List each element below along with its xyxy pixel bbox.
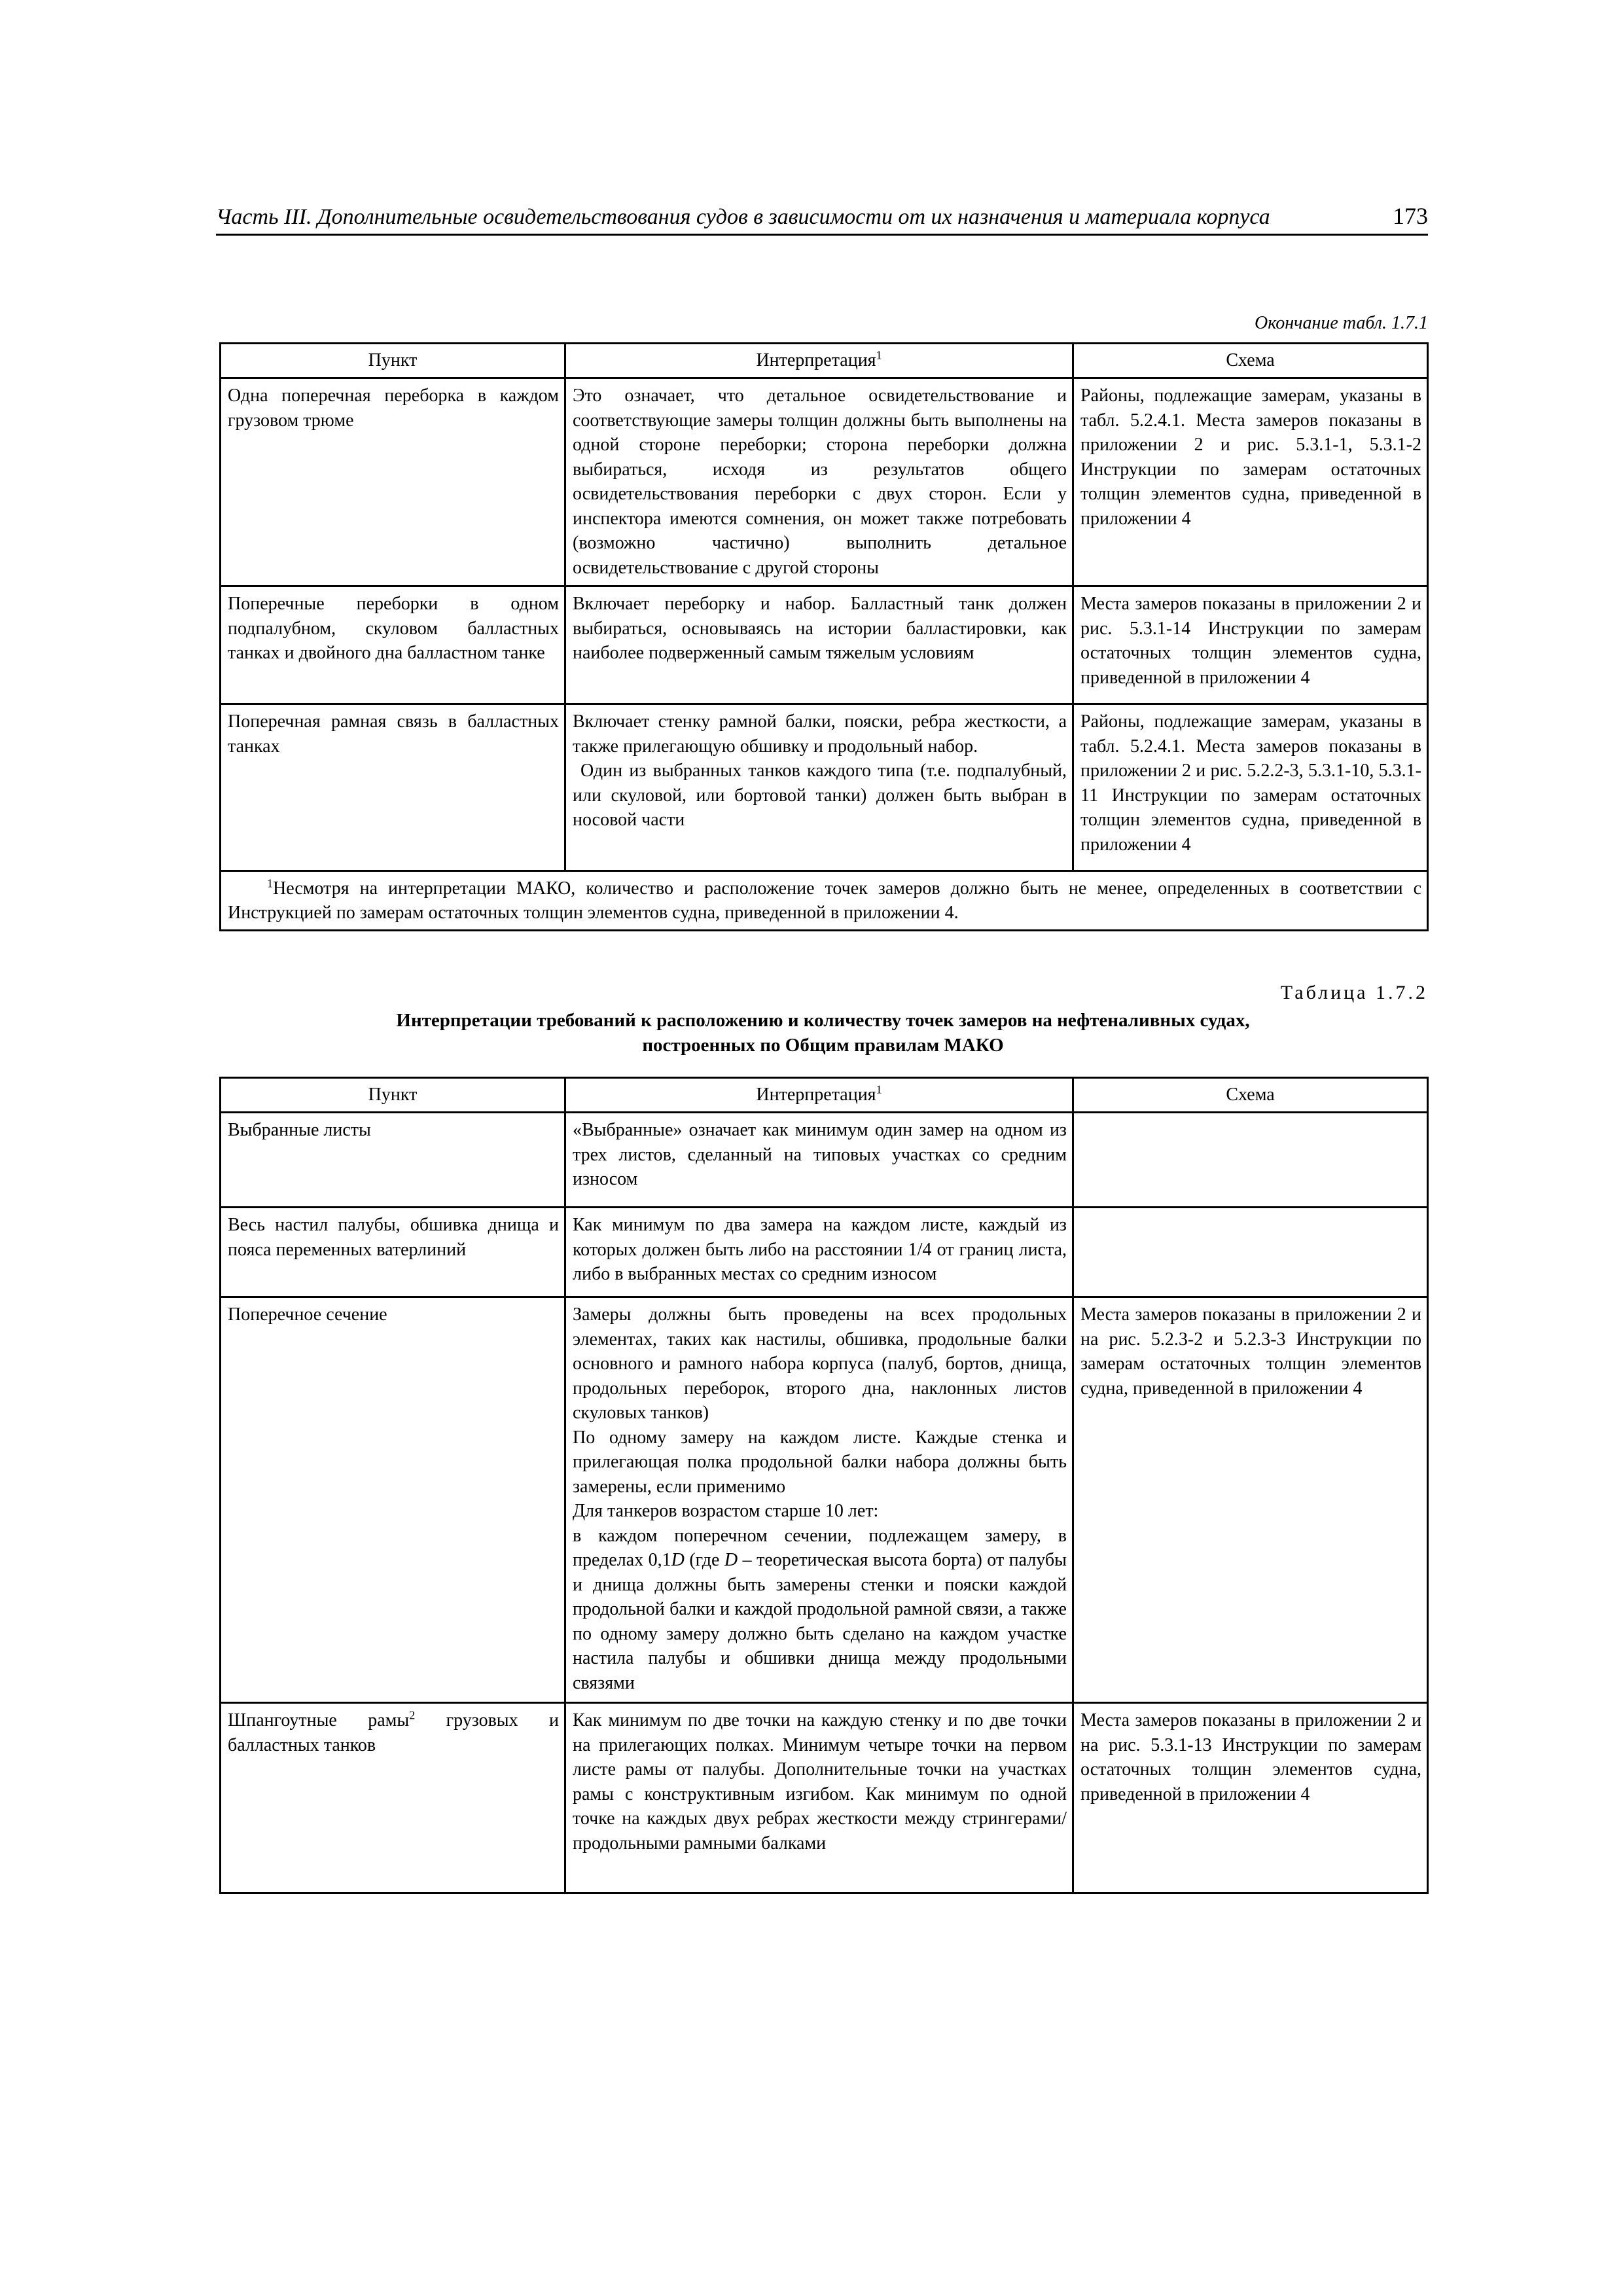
cell-interpretation: «Выбранные» означает как минимум один замер на одном из трех листов, сделанный на типовых участках со средним износом bbox=[565, 1113, 1073, 1208]
cell-interpretation bbox=[565, 704, 1073, 871]
table-row bbox=[221, 586, 1428, 704]
interpretation-paragraph: Замеры должны быть проведены на всех продольных элементах, таких как настилы, обшивка, продольные балки основного и рамного набора корпуса (палуб, бортов, днища, продольных переборок, второго дна, наклонных листов скуловых танков) bbox=[573, 1304, 1067, 1423]
footnote-mark: 2 bbox=[409, 1708, 416, 1722]
interpretation-paragraph: Включает стенку рамной балки, пояски, ребра жесткости, а также прилегающую обшивку и продольный набор. bbox=[573, 711, 1067, 757]
page-header bbox=[216, 200, 1428, 236]
cell-interpretation: Это означает, что детальное освидетельствование и соответствующие замеры толщин должны быть выполнены на одной стороне переборки; сторона переборки должна выбираться, исходя из результатов общего освидетельствования переборки с двух сторон. Если у инспектора имеются сомнения, он может также потребовать (возможно частично) выполнить детальное освидетельствование с другой стороны bbox=[565, 378, 1073, 586]
page-number: 173 bbox=[1393, 203, 1428, 229]
table-footnote-row bbox=[221, 871, 1428, 931]
cell-schema: Места замеров показаны в приложении 2 и на рис. 5.3.1-13 Инструкции по замерам остаточных толщин элементов судна, приведенной в приложении 4 bbox=[1073, 1703, 1428, 1893]
cell-schema: Районы, подлежащие замерам, указаны в табл. 5.2.4.1. Места замеров показаны в приложении 2 и рис. 5.3.1-1, 5.3.1-2 Инструкции по замерам остаточных толщин элементов судна, приведенной в приложении 4 bbox=[1073, 378, 1428, 586]
cell-schema: Места замеров показаны в приложении 2 и рис. 5.3.1-14 Инструкции по замерам остаточных толщин элементов судна, приведенной в приложении 4 bbox=[1073, 586, 1428, 704]
column-header-schema: Схема bbox=[1073, 1078, 1428, 1113]
table-row bbox=[221, 378, 1428, 586]
footnote-mark: 1 bbox=[267, 876, 273, 890]
header-title: Часть III. Дополнительные освидетельствования судов в зависимости от их назначения и материала корпуса bbox=[216, 205, 1270, 229]
cell-schema: Районы, подлежащие замерам, указаны в табл. 5.2.4.1. Места замеров показаны в приложении 2 и рис. 5.2.2-3, 5.3.1-10, 5.3.1-11 Инструкции по замерам остаточных толщин элементов судна, приведенной в приложении 4 bbox=[1073, 704, 1428, 871]
cell-punkt: Поперечные переборки в одном подпалубном, скуловом балластных танках и двойного дна балластном танке bbox=[221, 586, 565, 704]
table-footnote bbox=[221, 871, 1428, 931]
interpretation-paragraph: Один из выбранных танков каждого типа (т.е. подпалубный, или скуловой, или бортовой танки) должен быть выбран в носовой части bbox=[573, 761, 1067, 830]
cell-interpretation: Как минимум по два замера на каждом листе, каждый из которых должен быть либо на расстоянии 1/4 от границ листа, либо в выбранных местах со средним износом bbox=[565, 1208, 1073, 1297]
cell-schema bbox=[1073, 1113, 1428, 1208]
column-header-interpretation: Интерпретация$^1$ bbox=[565, 1078, 1073, 1113]
table-header-row bbox=[221, 1078, 1428, 1113]
column-header-punkt: Пункт bbox=[221, 344, 565, 378]
cell-schema: Места замеров показаны в приложении 2 и на рис. 5.2.3-2 и 5.2.3-3 Инструкции по замерам остаточных толщин элементов судна, приведенной в приложении 4 bbox=[1073, 1297, 1428, 1703]
column-header-punkt: Пункт bbox=[221, 1078, 565, 1113]
footnote-mark: 1 bbox=[876, 348, 882, 362]
footnote-mark: 1 bbox=[876, 1083, 882, 1096]
table-header-row bbox=[221, 344, 1428, 378]
cell-punkt: Шпангоутные рамы$^2$ грузовых и балластных танков bbox=[221, 1703, 565, 1893]
table-row bbox=[221, 1113, 1428, 1208]
table-row bbox=[221, 1297, 1428, 1703]
cell-punkt: Поперечное сечение bbox=[221, 1297, 565, 1703]
interpretation-paragraph: По одному замеру на каждом листе. Каждые стенка и прилегающая полка продольной балки набора должны быть замерены, если применимо bbox=[573, 1427, 1067, 1497]
table-title-line: построенных по Общим правилам МАКО bbox=[642, 1035, 1004, 1056]
column-header-schema: Схема bbox=[1073, 344, 1428, 378]
table-title bbox=[219, 1008, 1427, 1058]
cell-schema bbox=[1073, 1208, 1428, 1297]
table-continuation-caption: Окончание табл. 1.7.1 bbox=[1255, 313, 1428, 333]
cell-punkt: Поперечная рамная связь в балластных танках bbox=[221, 704, 565, 871]
table-title-line: Интерпретации требований к расположению и количеству точек замеров на нефтеналивных судах, bbox=[396, 1010, 1250, 1031]
cell-punkt: Выбранные листы bbox=[221, 1113, 565, 1208]
table-row bbox=[221, 1703, 1428, 1893]
column-header-interpretation: Интерпретация$^1$ bbox=[565, 344, 1073, 378]
interpretation-paragraph: в каждом поперечном сечении, подлежащем замеру, в пределах 0,1D (где D – теоретическая высота борта) от палубы и днища должны быть замерены стенки и пояски каждой продольной балки и каждой продольной рамной связи, а также по одному замеру должно быть сделано на каждом участке настила палубы и обшивки днища между продольными связями bbox=[573, 1525, 1067, 1693]
table-1-7-2 bbox=[219, 1077, 1429, 1894]
cell-interpretation: Как минимум по две точки на каждую стенку и по две точки на прилегающих полках. Минимум четыре точки на первом листе рамы от палубы. Дополнительные точки на участках рамы с конструктивным изгибом. Как минимум по одной точке на каждых двух ребрах жесткости между стрингерами/продольными рамными балками bbox=[565, 1703, 1073, 1893]
footnote-text: Несмотря на интерпретации МАКО, количество и расположение точек замеров должно быть не менее, определенных в соответствии с Инструкцией по замерам остаточных толщин элементов судна, приведенной в приложении 4. bbox=[228, 878, 1421, 923]
table-1-7-1 bbox=[219, 342, 1429, 931]
cell-interpretation bbox=[565, 1297, 1073, 1703]
interpretation-paragraph: Для танкеров возрастом старше 10 лет: bbox=[573, 1501, 879, 1521]
cell-interpretation: Включает переборку и набор. Балластный танк должен выбираться, основываясь на истории балластировки, как наиболее подверженный самым тяжелым условиям bbox=[565, 586, 1073, 704]
table-row bbox=[221, 1208, 1428, 1297]
cell-punkt: Одна поперечная переборка в каждом грузовом трюме bbox=[221, 378, 565, 586]
cell-punkt: Весь настил палубы, обшивка днища и пояса переменных ватерлиний bbox=[221, 1208, 565, 1297]
table-number: Таблица 1.7.2 bbox=[1280, 982, 1428, 1003]
table-row bbox=[221, 704, 1428, 871]
